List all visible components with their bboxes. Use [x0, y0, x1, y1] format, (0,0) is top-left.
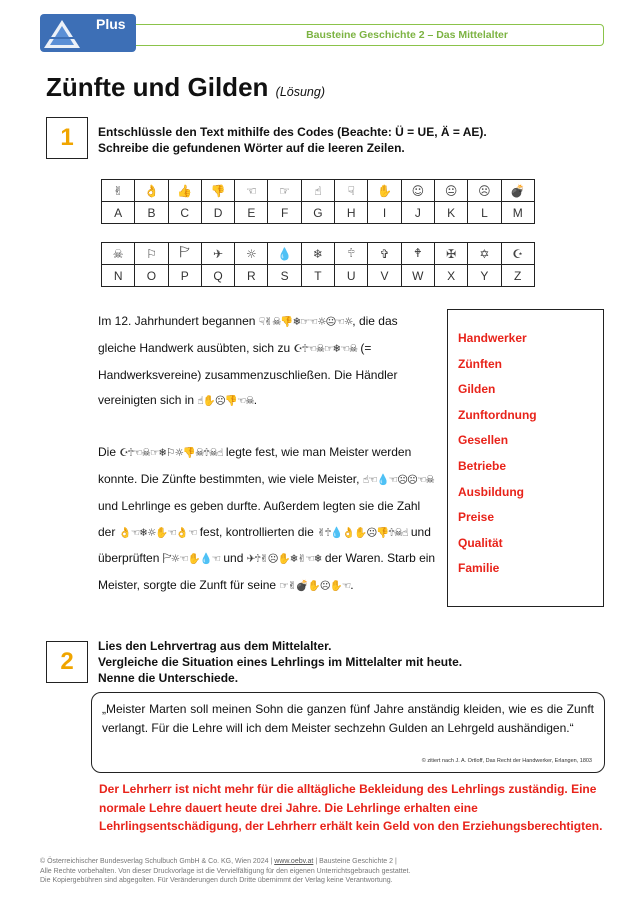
page-title-main: Zünfte und Gilden	[46, 72, 269, 102]
code-letter-cell: O	[135, 265, 168, 287]
task-1-number: 1	[46, 117, 88, 159]
code-letter-cell: N	[102, 265, 135, 287]
code-letter-cell: D	[201, 202, 234, 224]
code-symbol-cell: 💧	[268, 243, 301, 265]
answer-item: Preise	[458, 510, 495, 525]
page-title	[46, 72, 325, 103]
code-symbol-cell: 💣	[501, 180, 534, 202]
code-symbol-cell: ☠	[102, 243, 135, 265]
footer-copyright: © Österreichischer Bundesverlag Schulbuch GmbH & Co. KG, Wien 2024 |	[40, 858, 275, 865]
encoded-word: 🏱☼☜✋💧☜	[162, 553, 221, 566]
answer-item: Zünften	[458, 356, 502, 371]
task-1-line-1: Entschlüssle den Text mithilfe des Codes (Beachte: Ü = UE, Ä = AE).	[98, 125, 487, 139]
cipher-text-segment: und	[220, 551, 247, 566]
task-2-line-3: Nenne die Unterschiede.	[98, 671, 239, 685]
cipher-text-segment: .	[350, 578, 354, 593]
code-letter-cell: E	[235, 202, 268, 224]
code-symbol-cell: ✡	[468, 243, 501, 265]
code-letter-cell: V	[368, 265, 401, 287]
code-symbol-cell: 👌	[135, 180, 168, 202]
quote-source: © zitiert nach J. A. Ortloff, Das Recht der Handwerker, Erlangen, 1803	[421, 758, 592, 764]
footer-series: | Bausteine Geschichte 2 |	[313, 858, 397, 865]
answer-item: Gesellen	[458, 433, 509, 448]
code-letter-cell: K	[434, 202, 467, 224]
encoded-word: 👌☜❄☼✋☜👌☜	[118, 526, 197, 539]
code-table-n-z	[101, 242, 535, 287]
code-table-a-m	[101, 179, 535, 224]
answer-item: Ausbildung	[458, 484, 524, 499]
code-symbol-cell: 😐	[434, 180, 467, 202]
code-symbol-cell: ✠	[434, 243, 467, 265]
code-letter-cell: Z	[501, 265, 534, 287]
code-symbol-cell: ✞	[368, 243, 401, 265]
task-2-line-2: Vergleiche die Situation eines Lehrlings im Mittelalter mit heute.	[98, 655, 463, 669]
cipher-text	[98, 309, 438, 600]
code-letter-cell: U	[335, 265, 368, 287]
logo-text: Plus	[96, 16, 126, 32]
cipher-text-segment: legte fest, wie man Meister werden konnte. Die Zünfte bestimmten, wie viele Meister,	[98, 445, 412, 486]
quote-box	[91, 692, 605, 773]
cipher-text-segment: , die das gleiche Handwerk ausübten, sich zu	[98, 314, 398, 355]
code-symbol-cell: ✋	[368, 180, 401, 202]
page-title-sub: (Lösung)	[275, 85, 325, 99]
code-symbol-cell: ☝	[301, 180, 334, 202]
answer-item: Qualität	[458, 535, 503, 550]
code-letter-cell: H	[335, 202, 368, 224]
answer-box	[447, 309, 604, 607]
code-symbol-cell: ☺	[401, 180, 434, 202]
encoded-word: ☝☜💧☜☹☹☜☠	[362, 473, 434, 486]
footer-line-2: Alle Rechte vorbehalten. Von dieser Druckvorlage ist die Vervielfältigung für den eigenen Unterrichtsgebrauch gestattet.	[40, 867, 411, 875]
code-symbol-cell: 👎	[201, 180, 234, 202]
code-letter-cell: Y	[468, 265, 501, 287]
code-symbol-cell: 🏱	[168, 243, 201, 265]
encoded-word: ☪🕆☜☠☞❄☜☠	[293, 342, 358, 355]
code-symbol-cell: 🕆	[335, 243, 368, 265]
code-symbol-cell: ☹	[468, 180, 501, 202]
code-symbol-cell: ❄	[301, 243, 334, 265]
code-letter-cell: Q	[201, 265, 234, 287]
code-letter-cell: X	[434, 265, 467, 287]
encoded-word: ☝✋☹👎☜☠	[197, 395, 254, 408]
answer-item: Familie	[458, 561, 500, 576]
encoded-word: ☪🕆☜☠☞❄⚐☼👎☠🕆☠☝	[119, 447, 223, 460]
code-symbol-cell: ☪	[501, 243, 534, 265]
cipher-text-segment: (= Handwerksvereine) zusammenzuschließen. Die Händler vereinigten sich in	[98, 340, 398, 408]
code-symbol-cell: ⚐	[135, 243, 168, 265]
cipher-text-segment: fest, kontrollierten die	[196, 524, 318, 539]
code-letter-cell: W	[401, 265, 434, 287]
cipher-text-segment: und Lehrlinge es geben durfte. Außerdem legten sie die Zahl der	[98, 498, 421, 539]
footer-line-1	[40, 857, 600, 867]
footer-line-3: Die Kopiergebühren sind abgegolten. Für Veränderungen durch Dritte übernimmt der Verlag keine Verantwortung.	[40, 877, 393, 884]
cipher-text-segment: .	[253, 393, 258, 408]
header-title: Bausteine Geschichte 2 – Das Mittelalter	[306, 29, 508, 41]
answer-item: Handwerker	[458, 331, 527, 345]
plus-logo	[40, 14, 136, 52]
answer-item: Betriebe	[458, 458, 507, 473]
code-symbol-cell: ✌	[102, 180, 135, 202]
code-letter-cell: S	[268, 265, 301, 287]
code-symbol-cell: ☼	[235, 243, 268, 265]
encoded-word: ✌🕆💧👌✋☹👎🕆☠☝	[317, 526, 408, 539]
task-2-line-1: Lies den Lehrvertrag aus dem Mittelalter.	[98, 639, 332, 653]
cipher-text-segment: Im 12. Jahrhundert begannen	[98, 314, 259, 328]
task-1-instructions	[98, 124, 487, 156]
code-symbol-cell: 👍	[168, 180, 201, 202]
footer	[40, 857, 600, 886]
code-letter-cell: P	[168, 265, 201, 287]
cipher-text-segment: Die	[98, 445, 120, 460]
task-2-instructions	[98, 638, 462, 686]
code-letter-cell: R	[235, 265, 268, 287]
code-letter-cell: L	[468, 202, 501, 224]
code-symbol-cell: 🕈	[401, 243, 434, 265]
encoded-word: ☞✌💣✋☹✋☜	[279, 580, 351, 593]
code-symbol-cell: ☞	[268, 180, 301, 202]
task-1-line-2: Schreibe die gefundenen Wörter auf die leeren Zeilen.	[98, 141, 405, 155]
code-letter-cell: J	[401, 202, 434, 224]
task-2-number: 2	[46, 641, 88, 683]
code-letter-cell: M	[501, 202, 534, 224]
code-letter-cell: A	[102, 202, 135, 224]
code-letter-cell: T	[301, 265, 334, 287]
code-symbol-cell: ☜	[235, 180, 268, 202]
encoded-word: ✈🕆✌☹✋❄✌☜❄	[246, 553, 322, 566]
code-letter-cell: B	[135, 202, 168, 224]
footer-link[interactable]: www.oebv.at	[274, 858, 314, 865]
code-letter-cell: F	[268, 202, 301, 224]
cipher-text-segment: der Waren. Starb ein Meister, sorgte die Zunft für seine	[98, 551, 436, 593]
answer-item: Gilden	[458, 382, 496, 397]
code-letter-cell: G	[301, 202, 334, 224]
code-symbol-cell: ☟	[335, 180, 368, 202]
quote-text: „Meister Marten soll meinen Sohn die ganzen fünf Jahre anständig kleiden, wie es die Zunft verlangt. Für die Lehre will ich dem Meister sechzehn Gulden an Lehrgeld aushändigen.“	[102, 702, 594, 735]
code-letter-cell: C	[168, 202, 201, 224]
encoded-word: ☟✌☠👎❄☞☜☼😐☜☼	[258, 316, 353, 328]
cipher-text-segment: und überprüften	[98, 524, 431, 566]
answer-item: Zunftordnung	[458, 407, 537, 422]
code-letter-cell: I	[368, 202, 401, 224]
solution-text: Der Lehrherr ist nicht mehr für die alltägliche Bekleidung des Lehrlings zuständig. Eine normale Lehre dauert heute drei Jahre. Die Lehrlinge erhalten eine Lehrlingsentschädigung, der Lehrherr erhält kein Geld von den Erziehungsberechtigten.	[99, 782, 603, 833]
code-symbol-cell: ✈	[201, 243, 234, 265]
